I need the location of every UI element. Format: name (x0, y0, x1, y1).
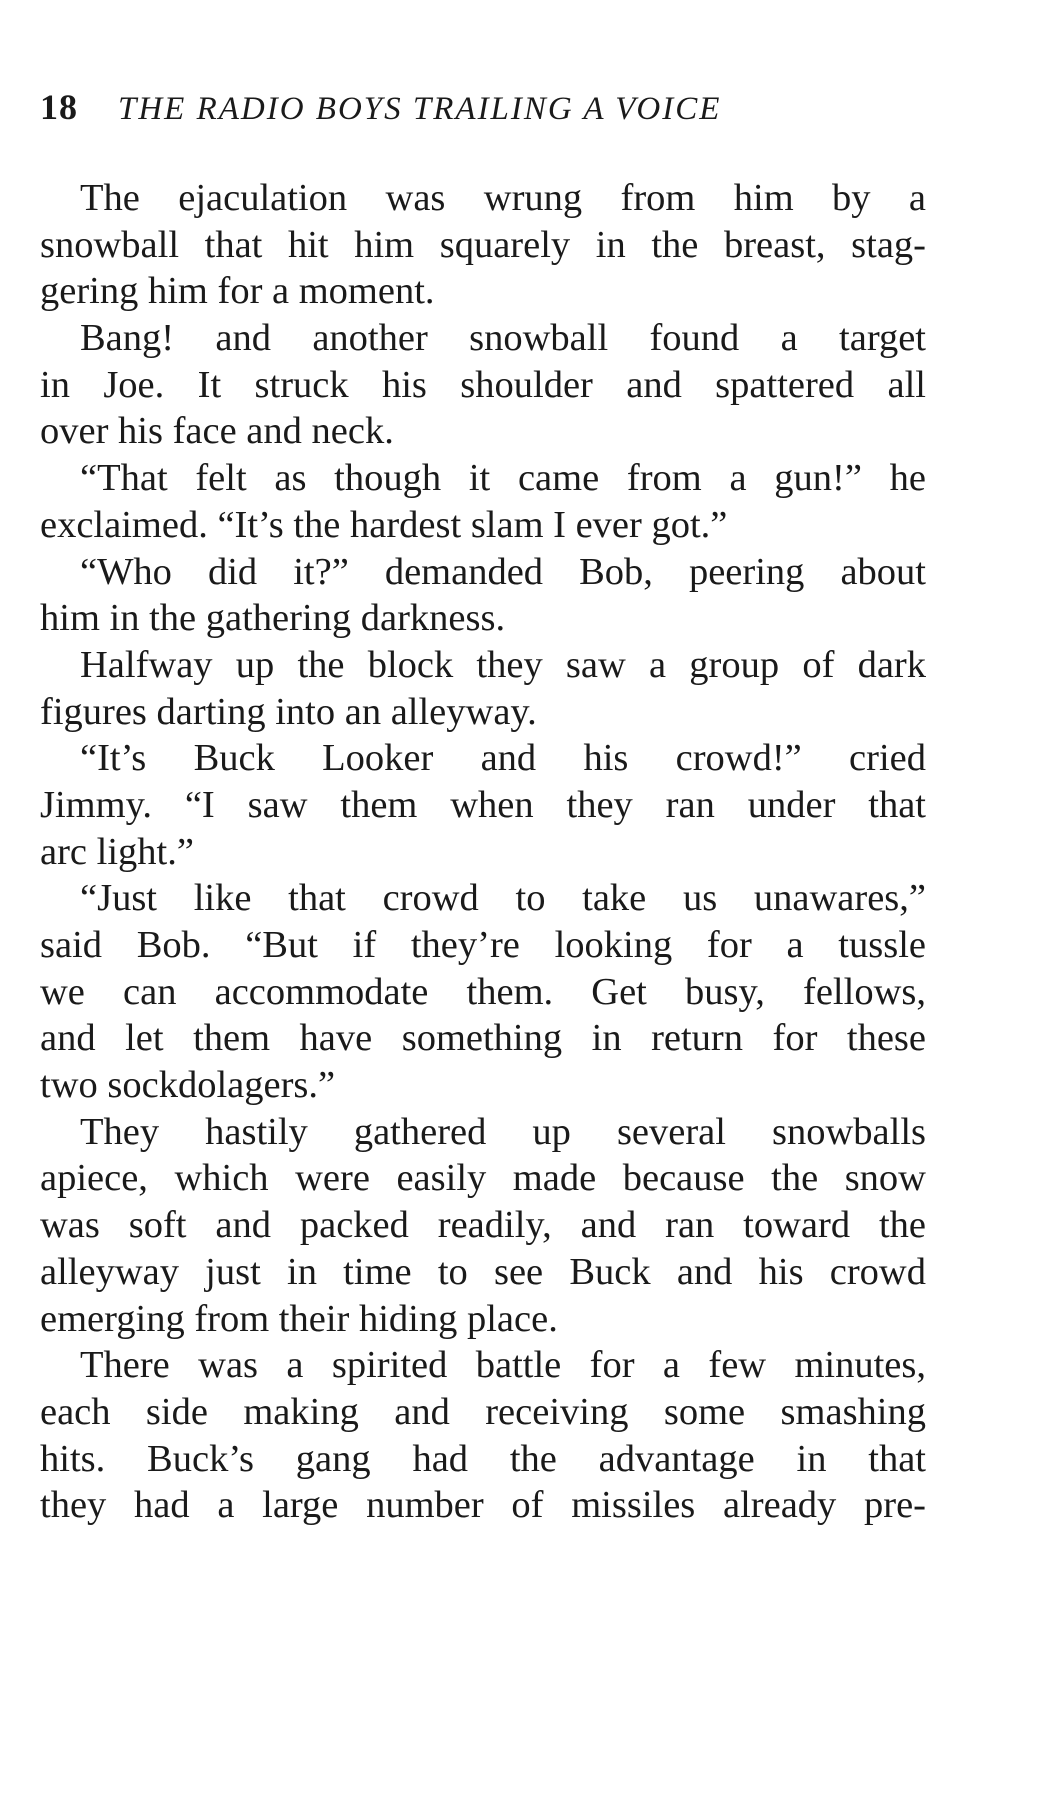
paragraph (40, 175, 926, 315)
paragraph (40, 455, 926, 548)
text-line: in Joe. It struck his shoulder and spattered all (40, 363, 926, 406)
body-text (40, 175, 926, 1529)
text-line: apiece, which were easily made because the snow (40, 1157, 926, 1200)
text-line: Bang! and another snowball found a target (80, 317, 926, 360)
text-line: exclaimed. “It’s the hardest slam I ever got.” (40, 503, 728, 546)
paragraph (40, 1109, 926, 1342)
text-line: “Who did it?” demanded Bob, peering about (80, 550, 926, 593)
text-line: The ejaculation was wrung from him by a (80, 177, 926, 219)
text-line: “It’s Buck Looker and his crowd!” cried (80, 737, 926, 780)
text-line: they had a large number of missiles already pre- (40, 1484, 926, 1527)
text-line: Jimmy. “I saw them when they ran under that (40, 783, 926, 826)
text-line: emerging from their hiding place. (40, 1297, 558, 1340)
text-line: two sockdolagers.” (40, 1064, 336, 1107)
paragraph (40, 315, 926, 455)
text-line: Halfway up the block they saw a group of dark (80, 643, 926, 686)
running-head (40, 86, 920, 130)
text-line: They hastily gathered up several snowballs (80, 1110, 926, 1153)
paragraph (40, 642, 926, 735)
paragraph (40, 1342, 926, 1529)
text-line: snowball that hit him squarely in the breast, stag- (40, 223, 926, 266)
text-line: each side making and receiving some smashing (40, 1390, 926, 1433)
text-line: gering him for a moment. (40, 270, 435, 313)
text-line: said Bob. “But if they’re looking for a tussle (40, 924, 926, 966)
text-line: “Just like that crowd to take us unawares,” (80, 877, 926, 920)
text-line: and let them have something in return for these (40, 1017, 926, 1060)
paragraph (40, 735, 926, 875)
text-line: figures darting into an alleyway. (40, 690, 537, 733)
text-line: we can accommodate them. Get busy, fellows, (40, 970, 926, 1013)
paragraph (40, 549, 926, 642)
text-line: “That felt as though it came from a gun!” he (80, 457, 926, 500)
text-line: There was a spirited battle for a few minutes, (80, 1344, 926, 1387)
page-number: 18 (40, 87, 78, 127)
text-line: over his face and neck. (40, 410, 394, 453)
text-line: hits. Buck’s gang had the advantage in that (40, 1437, 926, 1480)
text-line: alleyway just in time to see Buck and his crowd (40, 1250, 926, 1293)
book-title: THE RADIO BOYS TRAILING A VOICE (118, 91, 722, 127)
paragraph (40, 875, 926, 1108)
text-line: arc light.” (40, 830, 194, 873)
text-line: him in the gathering darkness. (40, 597, 506, 640)
text-line: was soft and packed readily, and ran toward the (40, 1204, 926, 1247)
